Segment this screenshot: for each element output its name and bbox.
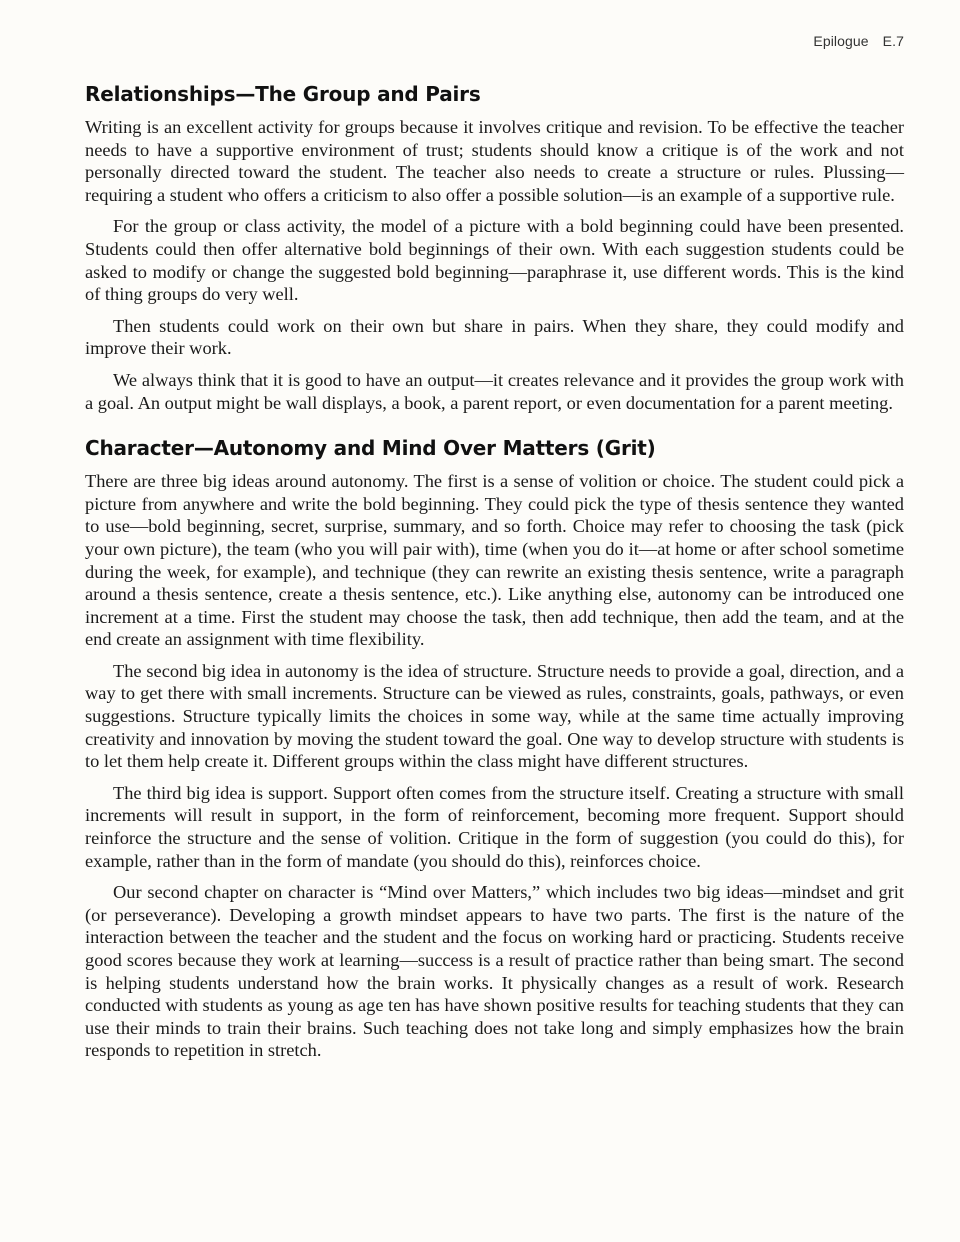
- page-number: E.7: [882, 33, 904, 49]
- section-heading-character: Character—Autonomy and Mind Over Matters (Grit): [85, 436, 656, 461]
- paragraph: The third big idea is support. Support often comes from the structure itself. Creating a structure with small increments will result in support, in the form of reinforcement, becoming more frequent. Support should reinforce the structure and the sense of volition. Critique in the form of suggestion (you could do this), for example, rather than in the form of mandate (you should do this), reinforces choice.: [85, 782, 904, 871]
- paragraph: There are three big ideas around autonomy. The first is a sense of volition or choice. The student could pick a picture from anywhere and write the bold beginning. They could pick the type of thesis sentence they wanted to use—bold beginning, secret, surprise, summary, and so forth. Choice may refer to choosing the task (pick your own picture), the team (who you will pair with), time (when you do it—at home or after school sometime during the week, for example), and technique (they can rewrite an existing thesis sentence, write a paragraph around a thesis sentence, create a thesis sentence, etc.). Like anything else, autonomy can be introduced one increment at a time. First the student may choose the task, then add technique, then add the team, and at the end create an assignment with time flexibility.: [85, 471, 904, 650]
- paragraph: Writing is an excellent activity for groups because it involves critique and revision. To be effective the teacher needs to have a supportive environment of trust; students should know a critique is of the work and not personally directed toward the student. The teacher also needs to create a structure or rules. Plussing—requiring a student who offers a criticism to also offer a possible solution—is an example of a supportive rule.: [85, 117, 904, 205]
- paragraph: For the group or class activity, the model of a picture with a bold beginning could have been presented. Students could then offer alternative bold beginnings of their own. With each suggestion students could be asked to modify or change the suggested bold beginning—paraphrase it, use different words. This is the kind of thing groups do very well.: [85, 216, 904, 305]
- section-heading-relationships: Relationships—The Group and Pairs: [85, 82, 481, 106]
- header-section-label: Epilogue: [813, 33, 869, 49]
- paragraph: The second big idea in autonomy is the idea of structure. Structure needs to provide a goal, direction, and a way to get there with small increments. Structure can be viewed as rules, constraints, goals, pathways, or even suggestions. Structure typically limits the choices in some way, while at the same time actually improving creativity and innovation by moving the student toward the goal. One way to develop structure with students is to let them help create it. Different groups within the class might have different structures.: [85, 660, 904, 772]
- paragraph: Then students could work on their own but share in pairs. When they share, they could modify and improve their work.: [85, 315, 904, 359]
- paragraph: Our second chapter on character is “Mind over Matters,” which includes two big ideas—mindset and grit (or perseverance). Developing a growth mindset appears to have two parts. The first is the nature of the interaction between the teacher and the student and the focus on working hard or practicing. Students receive good scores because they work at learning—success is a result of practice rather than being smart. The second is helping students understand how the brain works. It physically changes as a result of work. Research conducted with students as young as age ten has have shown positive results for teaching students that they can use their minds to train their brains. Such teaching does not take long and simply emphasizes how the brain responds to repetition in stretch.: [85, 882, 904, 1061]
- running-header: [813, 33, 904, 49]
- page-body: [85, 80, 904, 1071]
- paragraph: We always think that it is good to have an output—it creates relevance and it provides the group work with a goal. An output might be wall displays, a book, a parent report, or even documentation for a parent meeting.: [85, 369, 904, 413]
